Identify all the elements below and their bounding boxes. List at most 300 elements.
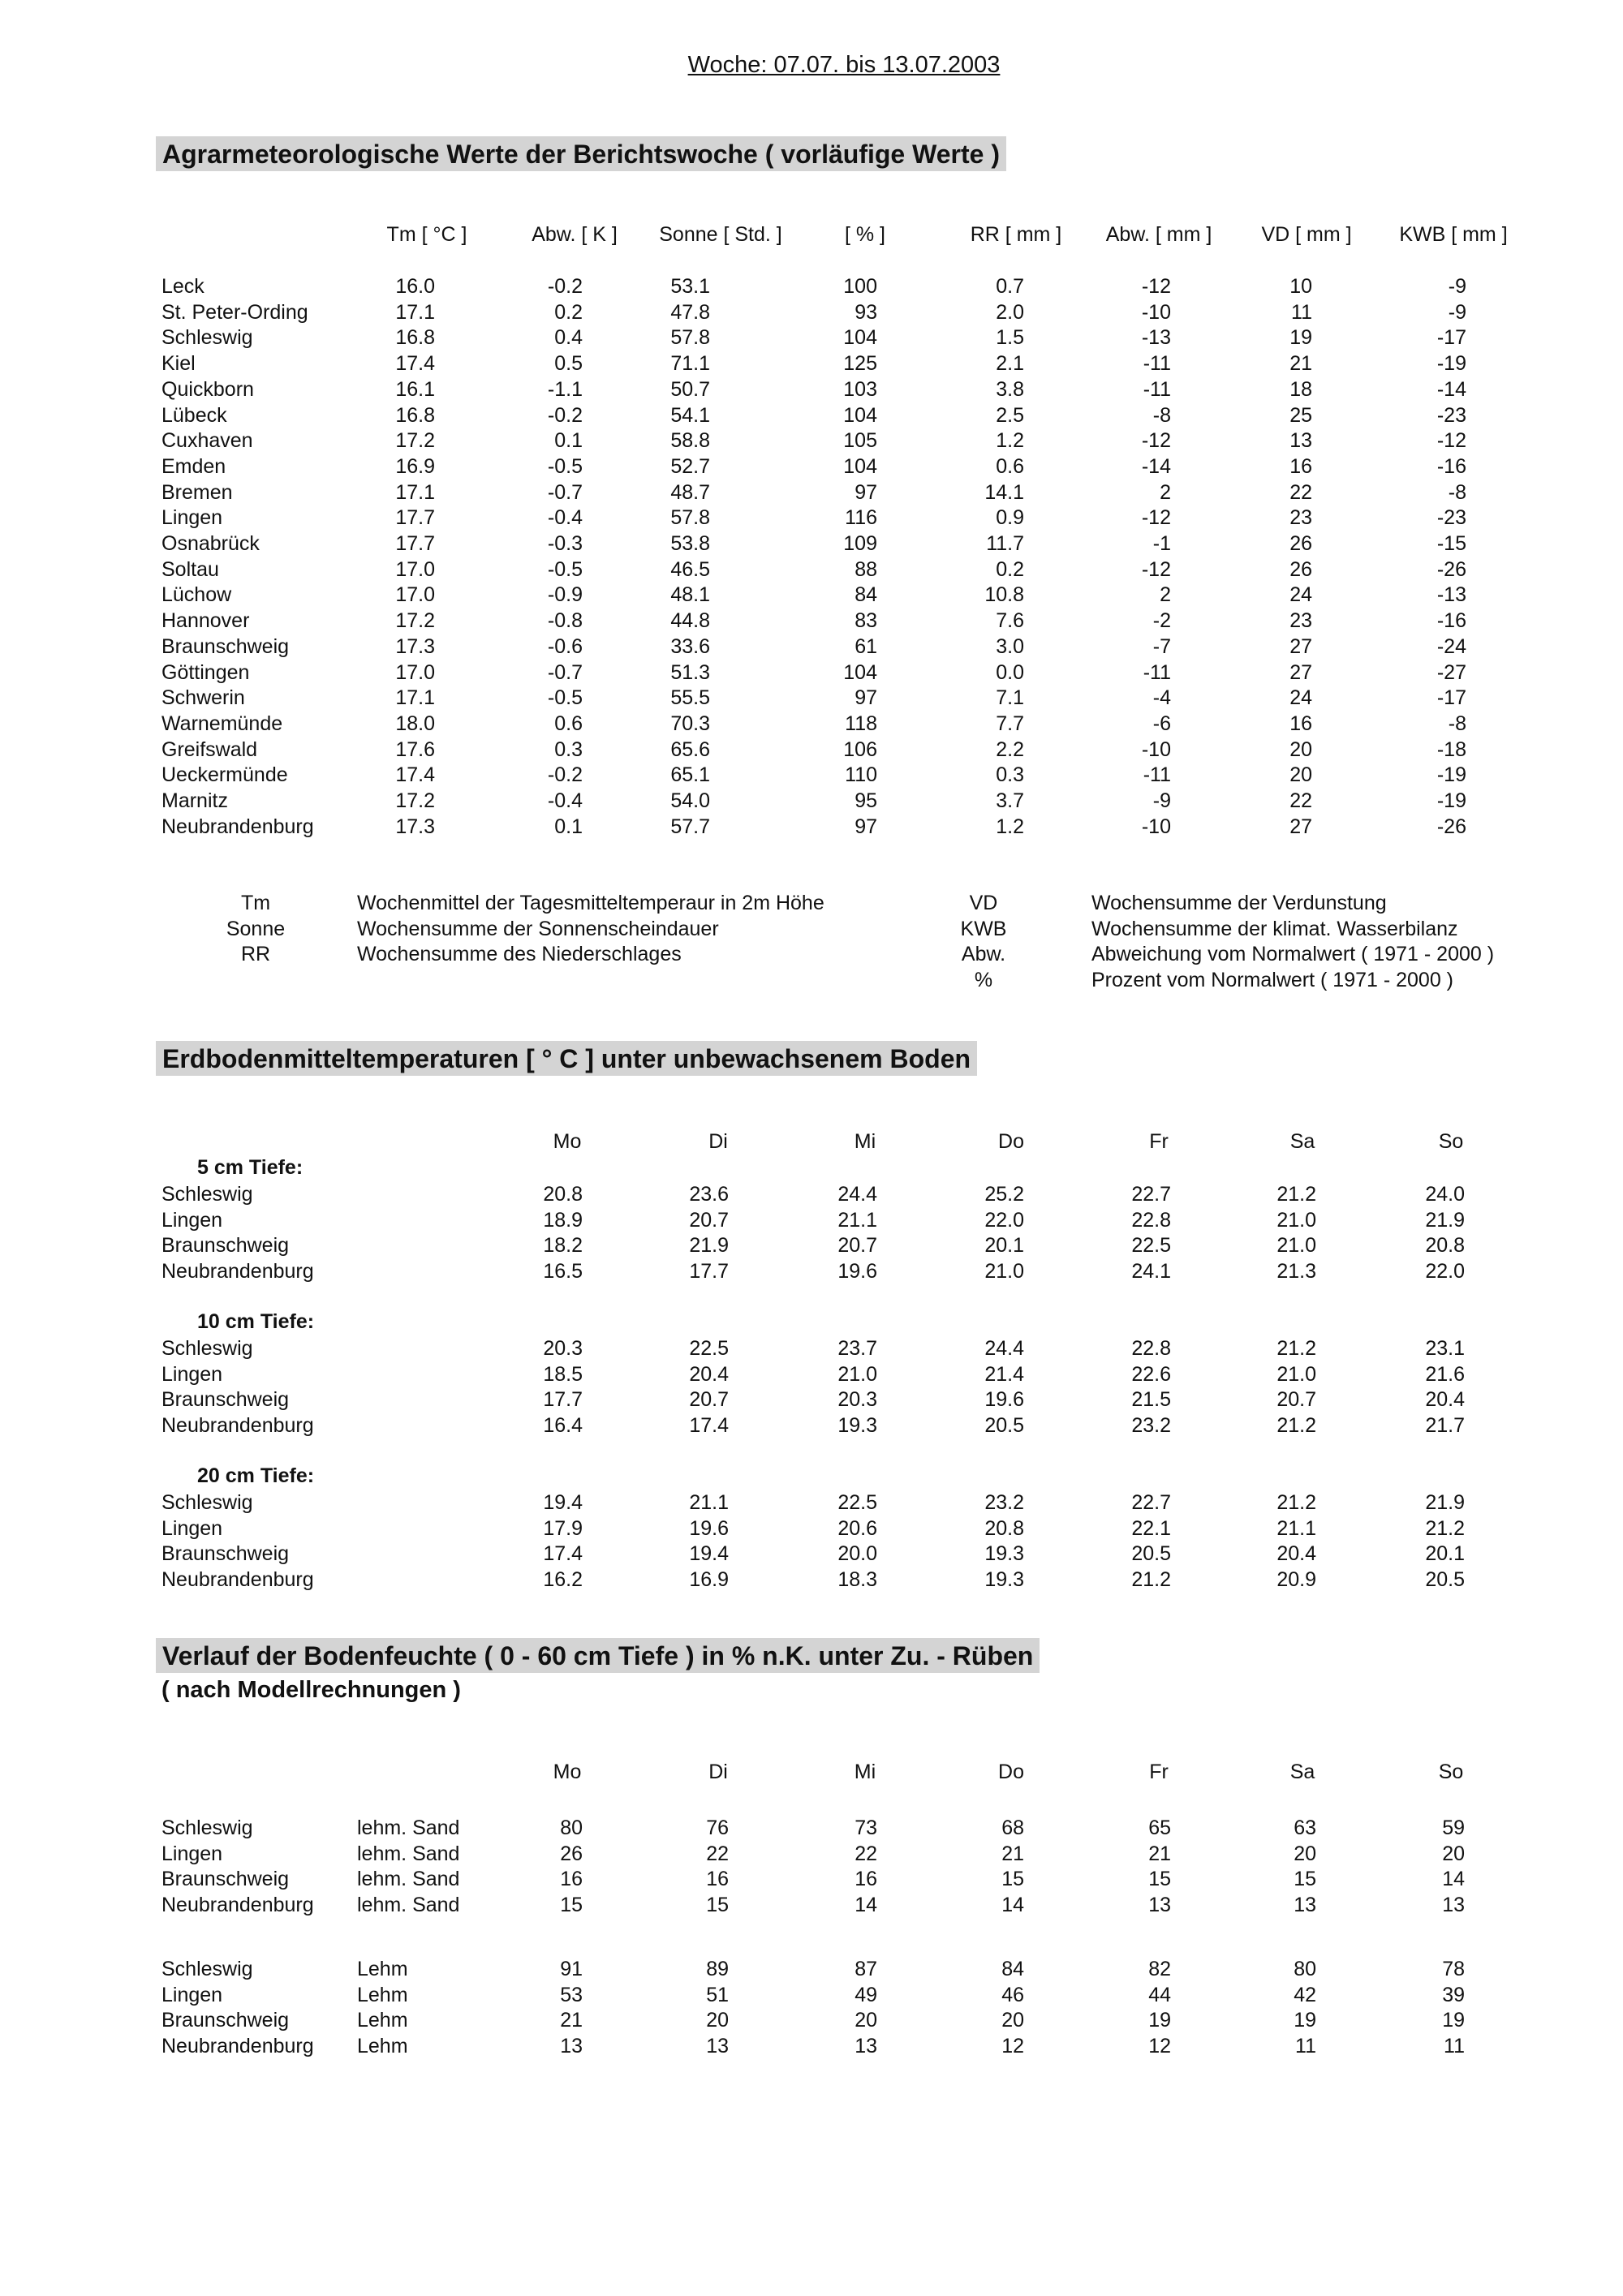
table-cell: 22.7 xyxy=(1131,1491,1171,1514)
table-cell: -12 xyxy=(1141,429,1171,453)
table-cell: 13 xyxy=(560,2035,583,2058)
table-cell: 80 xyxy=(1294,1958,1316,1980)
table-cell: 20.8 xyxy=(984,1516,1024,1540)
table-cell: 104 xyxy=(843,403,877,427)
table-row xyxy=(0,454,1623,479)
table-cell: 17.4 xyxy=(395,352,435,376)
station-name: St. Peter-Ording xyxy=(161,300,308,324)
table-cell: -7 xyxy=(1152,634,1171,658)
table-row xyxy=(0,1387,1623,1412)
table-cell: 22.6 xyxy=(1131,1362,1171,1386)
station-name: Schleswig xyxy=(161,1491,253,1514)
station-name: Bremen xyxy=(161,480,233,504)
table-row xyxy=(0,1182,1623,1207)
table-cell: 17.0 xyxy=(395,557,435,581)
table-row xyxy=(0,2008,1623,2033)
station-name: Neubrandenburg xyxy=(161,1260,314,1283)
table-cell: 19 xyxy=(1294,2009,1316,2032)
soil-type: Lehm xyxy=(357,1958,408,1980)
station-name: Braunschweig xyxy=(161,1388,290,1412)
table-cell: 51.3 xyxy=(670,660,710,684)
table-cell: 55.5 xyxy=(670,686,710,710)
table-cell: 20 xyxy=(706,2009,729,2032)
table-cell: -24 xyxy=(1436,634,1466,658)
station-name: Lingen xyxy=(161,1208,223,1232)
table-cell: 13 xyxy=(706,2035,729,2058)
legend-abbr: RR xyxy=(240,943,271,965)
agrar-header-4: RR [ mm ] xyxy=(970,223,1062,246)
table-cell: 17.7 xyxy=(689,1260,729,1283)
table-row xyxy=(0,351,1623,376)
station-name: Ueckermünde xyxy=(161,763,288,787)
table-cell: 17.2 xyxy=(395,789,435,812)
table-cell: -11 xyxy=(1143,352,1171,376)
table-cell: 16.0 xyxy=(395,275,435,298)
table-cell: -26 xyxy=(1436,557,1466,581)
table-cell: 24.1 xyxy=(1131,1260,1171,1283)
table-cell: 18.2 xyxy=(543,1234,583,1258)
table-cell: 58.8 xyxy=(670,429,710,453)
table-cell: 25 xyxy=(1289,403,1312,427)
table-cell: 104 xyxy=(843,454,877,478)
legend-text: Wochensumme der Sonnenscheindauer xyxy=(357,917,719,940)
table-cell: 19.3 xyxy=(837,1414,877,1438)
table-cell: 20.4 xyxy=(1276,1542,1316,1566)
table-cell: 19 xyxy=(1289,326,1312,350)
table-cell: -0.3 xyxy=(547,532,583,555)
table-cell: 19.4 xyxy=(689,1542,729,1566)
table-cell: -16 xyxy=(1436,609,1466,633)
table-cell: 20.6 xyxy=(837,1516,877,1540)
table-cell: 17.7 xyxy=(395,506,435,530)
table-cell: 20.5 xyxy=(1425,1568,1465,1592)
soil-type: Lehm xyxy=(357,2035,408,2058)
table-row xyxy=(0,1983,1623,2008)
station-name: Marnitz xyxy=(161,789,228,812)
station-name: Greifswald xyxy=(161,737,258,761)
table-cell: 0.0 xyxy=(996,660,1024,684)
table-cell: -0.4 xyxy=(547,789,583,812)
agrar-header-2: Sonne [ Std. ] xyxy=(659,223,782,246)
table-cell: 3.0 xyxy=(996,634,1024,658)
table-cell: -16 xyxy=(1436,454,1466,478)
station-name: Braunschweig xyxy=(161,1542,290,1566)
station-name: Lingen xyxy=(161,506,223,530)
legend-text: Wochensumme der klimat. Wasserbilanz xyxy=(1091,917,1458,940)
table-cell: 20 xyxy=(1289,737,1312,761)
table-cell: 49 xyxy=(855,1983,877,2006)
table-cell: -14 xyxy=(1141,454,1171,478)
table-cell: 65 xyxy=(1148,1817,1171,1839)
table-cell: -0.5 xyxy=(547,557,583,581)
table-cell: 21.1 xyxy=(837,1208,877,1232)
table-row xyxy=(0,428,1623,454)
legend-abbr: VD xyxy=(969,892,998,914)
table-cell: 7.6 xyxy=(996,609,1024,633)
table-row xyxy=(0,403,1623,428)
station-name: Cuxhaven xyxy=(161,429,253,453)
table-cell: 20 xyxy=(1001,2009,1024,2032)
table-row xyxy=(0,1867,1623,1892)
station-name: Soltau xyxy=(161,557,219,581)
table-cell: 18.3 xyxy=(837,1568,877,1592)
table-cell: 70.3 xyxy=(670,712,710,735)
agrar-header-3: [ % ] xyxy=(844,223,885,246)
table-cell: 103 xyxy=(843,377,877,401)
table-cell: -12 xyxy=(1141,275,1171,298)
table-cell: 1.2 xyxy=(996,815,1024,838)
table-cell: 19.6 xyxy=(984,1388,1024,1412)
day-header-sa: Sa xyxy=(1289,1130,1315,1153)
table-row xyxy=(0,1842,1623,1867)
table-cell: 17.7 xyxy=(543,1388,583,1412)
table-cell: 16.2 xyxy=(543,1568,583,1592)
table-cell: 11.7 xyxy=(986,532,1024,555)
table-cell: 21.0 xyxy=(984,1260,1024,1283)
table-cell: 15 xyxy=(1294,1868,1316,1891)
station-name: Lüchow xyxy=(161,583,232,607)
station-name: Braunschweig xyxy=(161,634,290,658)
table-cell: 17.0 xyxy=(395,660,435,684)
table-cell: 11 xyxy=(1291,300,1312,324)
soil-moisture-note: ( nach Modellrechnungen ) xyxy=(161,1677,461,1703)
table-cell: -2 xyxy=(1152,609,1171,633)
table-row xyxy=(0,480,1623,505)
table-cell: -11 xyxy=(1143,763,1171,787)
table-cell: -11 xyxy=(1143,377,1171,401)
table-cell: 17.3 xyxy=(395,634,435,658)
table-row xyxy=(0,1413,1623,1438)
table-row xyxy=(0,1490,1623,1516)
table-cell: 109 xyxy=(843,532,877,555)
table-cell: 22.7 xyxy=(1131,1183,1171,1206)
station-name: Schwerin xyxy=(161,686,245,710)
table-cell: 21 xyxy=(560,2009,583,2032)
table-cell: 82 xyxy=(1148,1958,1171,1980)
table-cell: 16.9 xyxy=(395,454,435,478)
table-cell: 20.8 xyxy=(1425,1234,1465,1258)
table-cell: 26 xyxy=(1289,532,1312,555)
station-name: Braunschweig xyxy=(161,2009,290,2032)
table-cell: 0.7 xyxy=(996,275,1024,298)
table-cell: 1.5 xyxy=(996,326,1024,350)
station-name: Braunschweig xyxy=(161,1868,290,1891)
table-cell: 22 xyxy=(1289,480,1312,504)
table-cell: 17.9 xyxy=(543,1516,583,1540)
table-cell: 80 xyxy=(560,1817,583,1839)
table-cell: 59 xyxy=(1442,1817,1465,1839)
table-row xyxy=(0,505,1623,531)
table-cell: -17 xyxy=(1436,326,1466,350)
table-row xyxy=(0,300,1623,325)
table-row xyxy=(0,789,1623,814)
table-cell: 20.1 xyxy=(1425,1542,1465,1566)
table-cell: 21.0 xyxy=(1276,1234,1316,1258)
table-cell: 19.6 xyxy=(689,1516,729,1540)
table-cell: 51 xyxy=(706,1983,729,2006)
table-cell: 18.0 xyxy=(395,712,435,735)
table-cell: 21.0 xyxy=(837,1362,877,1386)
table-cell: -0.8 xyxy=(547,609,583,633)
table-cell: -19 xyxy=(1436,763,1466,787)
table-cell: 23 xyxy=(1289,506,1312,530)
table-cell: -9 xyxy=(1448,275,1466,298)
table-cell: 10.8 xyxy=(984,583,1024,607)
table-cell: 97 xyxy=(855,480,877,504)
table-row xyxy=(0,377,1623,402)
table-cell: -0.5 xyxy=(547,686,583,710)
table-cell: 20.5 xyxy=(1131,1542,1171,1566)
table-cell: 16.8 xyxy=(395,403,435,427)
table-cell: 20 xyxy=(1442,1842,1465,1865)
table-cell: 21 xyxy=(1001,1842,1024,1865)
table-cell: -19 xyxy=(1436,352,1466,376)
table-cell: 2 xyxy=(1160,480,1171,504)
table-cell: 65.6 xyxy=(670,737,710,761)
table-cell: -11 xyxy=(1143,660,1171,684)
table-cell: 14 xyxy=(1001,1894,1024,1917)
table-cell: -8 xyxy=(1152,403,1171,427)
table-cell: 21.4 xyxy=(984,1362,1024,1386)
day-header-mo: Mo xyxy=(553,1761,582,1783)
table-cell: 3.7 xyxy=(996,789,1024,812)
table-cell: 93 xyxy=(855,300,877,324)
table-row xyxy=(0,1541,1623,1567)
table-cell: 17.2 xyxy=(395,429,435,453)
table-cell: -9 xyxy=(1152,789,1171,812)
table-cell: 21.9 xyxy=(1425,1208,1465,1232)
table-cell: -13 xyxy=(1141,326,1171,350)
table-cell: 19.4 xyxy=(543,1491,583,1514)
table-cell: 97 xyxy=(855,686,877,710)
table-cell: 21.1 xyxy=(1276,1516,1316,1540)
table-cell: 78 xyxy=(1442,1958,1465,1980)
legend-text: Prozent vom Normalwert ( 1971 - 2000 ) xyxy=(1091,968,1454,991)
table-cell: 23.1 xyxy=(1425,1337,1465,1360)
table-cell: 21.3 xyxy=(1276,1260,1316,1283)
table-cell: 48.1 xyxy=(670,583,710,607)
table-cell: -1.1 xyxy=(547,377,583,401)
table-cell: 20.0 xyxy=(837,1542,877,1566)
station-name: Neubrandenburg xyxy=(161,1894,314,1917)
legend-text: Abweichung vom Normalwert ( 1971 - 2000 ) xyxy=(1091,943,1495,965)
table-cell: -0.9 xyxy=(547,583,583,607)
table-cell: 13 xyxy=(1442,1894,1465,1917)
table-cell: 21.2 xyxy=(1131,1568,1171,1592)
station-name: Neubrandenburg xyxy=(161,1414,314,1438)
day-header-do: Do xyxy=(998,1761,1024,1783)
table-cell: 17.7 xyxy=(395,532,435,555)
table-cell: 20.7 xyxy=(689,1208,729,1232)
table-cell: 26 xyxy=(1289,557,1312,581)
station-name: Neubrandenburg xyxy=(161,1568,314,1592)
table-cell: 20.4 xyxy=(689,1362,729,1386)
table-cell: 26 xyxy=(560,1842,583,1865)
table-cell: 54.0 xyxy=(670,789,710,812)
table-row xyxy=(0,2034,1623,2059)
table-cell: 22.0 xyxy=(984,1208,1024,1232)
table-cell: 20.7 xyxy=(689,1388,729,1412)
soil-type: lehm. Sand xyxy=(357,1842,460,1865)
table-row xyxy=(0,1816,1623,1841)
table-cell: 106 xyxy=(843,737,877,761)
table-cell: 22 xyxy=(706,1842,729,1865)
table-cell: -23 xyxy=(1436,506,1466,530)
table-cell: 0.1 xyxy=(554,429,583,453)
table-row xyxy=(0,815,1623,840)
table-row xyxy=(0,1567,1623,1593)
table-cell: 15 xyxy=(560,1894,583,1917)
table-cell: 33.6 xyxy=(670,634,710,658)
table-cell: -12 xyxy=(1141,557,1171,581)
table-row xyxy=(0,557,1623,583)
table-cell: -0.2 xyxy=(547,403,583,427)
table-row xyxy=(0,712,1623,737)
table-row xyxy=(0,1233,1623,1258)
table-cell: 116 xyxy=(845,506,877,530)
table-cell: 24.4 xyxy=(837,1183,877,1206)
day-header-do: Do xyxy=(998,1130,1024,1153)
table-row xyxy=(0,1259,1623,1284)
table-cell: 0.1 xyxy=(554,815,583,838)
table-cell: 42 xyxy=(1294,1983,1316,2006)
table-cell: 14.1 xyxy=(984,480,1024,504)
station-name: Lübeck xyxy=(161,403,227,427)
table-cell: 53 xyxy=(560,1983,583,2006)
table-cell: 21.5 xyxy=(1131,1388,1171,1412)
table-cell: 91 xyxy=(560,1958,583,1980)
table-row xyxy=(0,1208,1623,1233)
table-cell: 23.7 xyxy=(837,1337,877,1360)
table-cell: 76 xyxy=(706,1817,729,1839)
table-cell: 20.5 xyxy=(984,1414,1024,1438)
table-row xyxy=(0,634,1623,660)
table-cell: 95 xyxy=(855,789,877,812)
table-cell: 23.2 xyxy=(984,1491,1024,1514)
soil-moisture-section-title: Verlauf der Bodenfeuchte ( 0 - 60 cm Tiefe ) in % n.K. unter Zu. - Rüben xyxy=(156,1638,1040,1673)
day-header-mi: Mi xyxy=(854,1761,876,1783)
table-cell: 18 xyxy=(1289,377,1312,401)
table-cell: -12 xyxy=(1436,429,1466,453)
table-cell: -0.6 xyxy=(547,634,583,658)
table-cell: 22.0 xyxy=(1425,1260,1465,1283)
table-cell: 2.2 xyxy=(996,737,1024,761)
table-cell: 88 xyxy=(855,557,877,581)
table-cell: 24 xyxy=(1289,686,1312,710)
station-name: Neubrandenburg xyxy=(161,2035,314,2058)
table-cell: -8 xyxy=(1448,712,1466,735)
soil-type: lehm. Sand xyxy=(357,1894,460,1917)
table-cell: 15 xyxy=(706,1894,729,1917)
station-name: Schleswig xyxy=(161,1817,253,1839)
legend-text: Wochensumme der Verdunstung xyxy=(1091,892,1387,914)
agrar-header-7: KWB [ mm ] xyxy=(1399,223,1508,246)
table-cell: -12 xyxy=(1141,506,1171,530)
agrar-header-1: Abw. [ K ] xyxy=(532,223,618,246)
table-cell: 24 xyxy=(1289,583,1312,607)
soil-temp-section-title: Erdbodenmitteltemperaturen [ ° C ] unter unbewachsenem Boden xyxy=(156,1041,977,1076)
station-name: Braunschweig xyxy=(161,1234,290,1258)
station-name: Lingen xyxy=(161,1842,223,1865)
table-cell: -0.5 xyxy=(547,454,583,478)
week-title: Woche: 07.07. bis 13.07.2003 xyxy=(687,52,1001,78)
table-cell: 15 xyxy=(1148,1868,1171,1891)
table-cell: 17.1 xyxy=(395,480,435,504)
table-cell: 17.1 xyxy=(395,686,435,710)
table-row xyxy=(0,1516,1623,1541)
table-cell: 20.3 xyxy=(543,1337,583,1360)
soil-type: lehm. Sand xyxy=(357,1817,460,1839)
table-row xyxy=(0,274,1623,299)
day-header-fr: Fr xyxy=(1149,1130,1169,1153)
day-header-di: Di xyxy=(708,1130,728,1153)
table-cell: 7.7 xyxy=(996,712,1024,735)
table-cell: -10 xyxy=(1141,737,1171,761)
table-cell: 22.8 xyxy=(1131,1337,1171,1360)
day-header-so: So xyxy=(1438,1761,1464,1783)
table-cell: 73 xyxy=(855,1817,877,1839)
table-cell: 16 xyxy=(855,1868,877,1891)
station-name: Warnemünde xyxy=(161,712,283,735)
table-cell: -0.2 xyxy=(547,763,583,787)
table-cell: 53.1 xyxy=(670,275,710,298)
table-cell: 16 xyxy=(560,1868,583,1891)
table-cell: 19 xyxy=(1148,2009,1171,2032)
station-name: Lingen xyxy=(161,1362,223,1386)
table-cell: -0.4 xyxy=(547,506,583,530)
table-cell: 16 xyxy=(1289,454,1312,478)
table-cell: 21.9 xyxy=(689,1234,729,1258)
table-cell: 17.1 xyxy=(395,300,435,324)
table-cell: 13 xyxy=(855,2035,877,2058)
table-cell: -26 xyxy=(1436,815,1466,838)
table-cell: -8 xyxy=(1448,480,1466,504)
table-cell: 44 xyxy=(1148,1983,1171,2006)
station-name: Osnabrück xyxy=(161,532,260,555)
table-cell: -15 xyxy=(1436,532,1466,555)
table-cell: 20 xyxy=(1294,1842,1316,1865)
table-cell: 18.5 xyxy=(543,1362,583,1386)
table-cell: -0.2 xyxy=(547,275,583,298)
table-cell: -10 xyxy=(1141,815,1171,838)
table-cell: 19.6 xyxy=(837,1260,877,1283)
table-cell: 57.8 xyxy=(670,506,710,530)
legend-text: Wochenmittel der Tagesmitteltemperaur in 2m Höhe xyxy=(357,892,824,914)
table-row xyxy=(0,660,1623,686)
table-cell: 0.4 xyxy=(554,326,583,350)
table-row xyxy=(0,608,1623,634)
agrar-header-5: Abw. [ mm ] xyxy=(1105,223,1212,246)
table-cell: 19 xyxy=(1442,2009,1465,2032)
table-cell: 16.5 xyxy=(543,1260,583,1283)
legend-abbr: KWB xyxy=(960,917,1007,940)
table-cell: 20.7 xyxy=(1276,1388,1316,1412)
table-cell: -4 xyxy=(1152,686,1171,710)
station-name: Schleswig xyxy=(161,1183,253,1206)
table-cell: 12 xyxy=(1148,2035,1171,2058)
table-cell: 104 xyxy=(843,326,877,350)
table-cell: 54.1 xyxy=(670,403,710,427)
table-cell: 2.1 xyxy=(996,352,1024,376)
table-cell: 68 xyxy=(1001,1817,1024,1839)
table-cell: 16.8 xyxy=(395,326,435,350)
table-cell: 17.3 xyxy=(395,815,435,838)
table-cell: 10 xyxy=(1289,275,1312,298)
table-cell: 57.8 xyxy=(670,326,710,350)
station-name: Kiel xyxy=(161,352,196,376)
table-cell: 24.0 xyxy=(1425,1183,1465,1206)
table-cell: 7.1 xyxy=(996,686,1024,710)
